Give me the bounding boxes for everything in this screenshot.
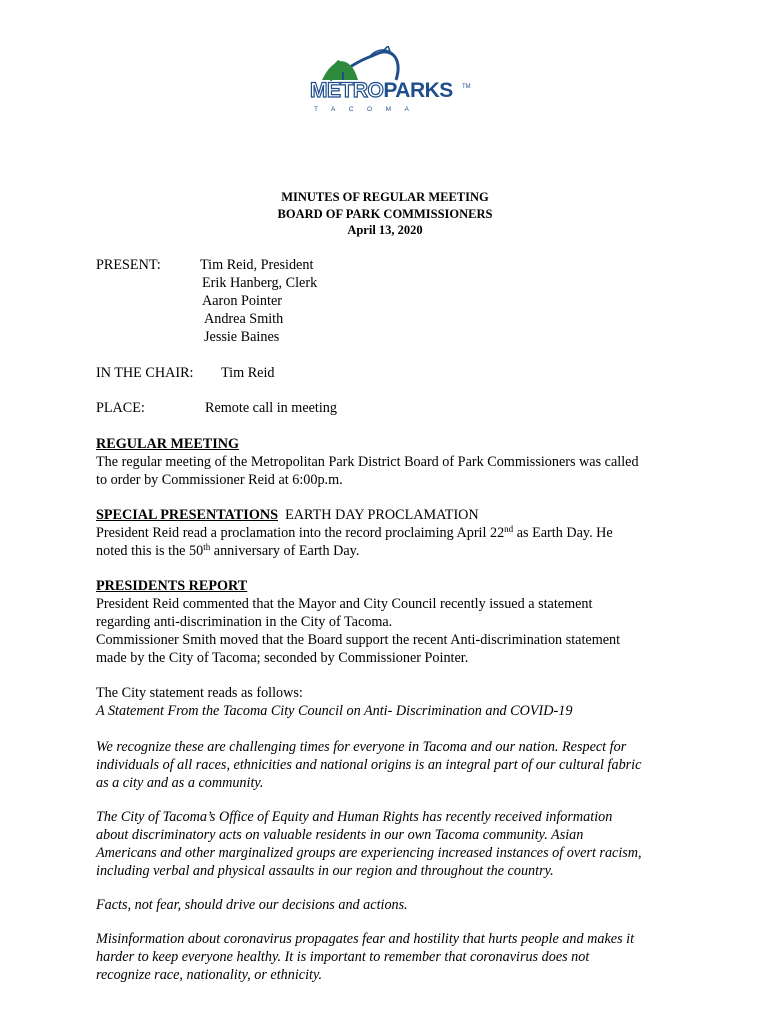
- statement-text: Facts, not fear, should drive our decisions and actions.: [96, 897, 408, 913]
- text-span: President Reid read a proclamation into the record proclaiming April 22: [96, 525, 505, 541]
- document-title-line1: MINUTES OF REGULAR MEETING: [281, 190, 489, 204]
- body-text: Commissioner Smith moved that the Board support the recent Anti-discrimination statement: [96, 632, 621, 648]
- logo-wordmark: METROPARKS: [310, 79, 453, 102]
- statement-title: A Statement From the Tacoma City Council on Anti- Discrimination and COVID-19: [96, 703, 573, 719]
- superscript: th: [203, 542, 211, 552]
- superscript: nd: [504, 524, 514, 534]
- place-label: PLACE:: [96, 400, 145, 416]
- section-heading-presidents-report: PRESIDENTS REPORT: [96, 578, 248, 594]
- trademark-mark: TM: [462, 84, 471, 90]
- section-heading-regular-meeting: REGULAR MEETING: [96, 436, 240, 452]
- metro-parks-logo: [300, 46, 480, 122]
- logo-subtitle: TACOMA: [314, 106, 423, 113]
- present-member: Andrea Smith: [204, 311, 284, 327]
- statement-text: The City of Tacoma’s Office of Equity and Human Rights has recently received information: [96, 809, 613, 825]
- body-text: regarding anti-discrimination in the City of Tacoma.: [96, 614, 393, 630]
- chair-name: Tim Reid: [221, 365, 275, 381]
- body-text: [96, 524, 613, 542]
- body-text: made by the City of Tacoma; seconded by Commissioner Pointer.: [96, 650, 469, 666]
- document-title-line2: BOARD OF PARK COMMISSIONERS: [277, 207, 493, 221]
- statement-text: including verbal and physical assaults in our region and throughout the country.: [96, 863, 554, 879]
- present-member: Jessie Baines: [204, 329, 280, 345]
- text-span: anniversary of Earth Day.: [210, 543, 360, 559]
- statement-text: We recognize these are challenging times for everyone in Tacoma and our nation. Respect for: [96, 739, 627, 755]
- statement-text: individuals of all races, ethnicities and national origins is an integral part of our cultural fabric: [96, 757, 642, 773]
- statement-text: recognize race, nationality, or ethnicity.: [96, 967, 323, 983]
- subheading-earth-day: EARTH DAY PROCLAMATION: [285, 507, 479, 523]
- statement-text: about discriminatory acts on valuable residents in our own Tacoma community. Asian: [96, 827, 584, 843]
- body-text: The City statement reads as follows:: [96, 685, 303, 701]
- special-presentations-heading-line: [96, 506, 479, 524]
- statement-text: Misinformation about coronavirus propagates fear and hostility that hurts people and makes it: [96, 931, 635, 947]
- present-member: Aaron Pointer: [202, 293, 282, 309]
- text-span: noted this is the 50: [96, 543, 204, 559]
- meeting-date: April 13, 2020: [347, 223, 423, 237]
- section-heading-special-presentations: SPECIAL PRESENTATIONS: [96, 507, 278, 523]
- body-text: [96, 542, 359, 560]
- body-text: to order by Commissioner Reid at 6:00p.m.: [96, 472, 343, 488]
- place-value: Remote call in meeting: [205, 400, 337, 416]
- text-span: as Earth Day. He: [513, 525, 613, 541]
- body-text: President Reid commented that the Mayor and City Council recently issued a statement: [96, 596, 593, 612]
- present-member: Tim Reid, President: [200, 257, 314, 273]
- statement-text: as a city and as a community.: [96, 775, 264, 791]
- present-label: PRESENT:: [96, 257, 161, 273]
- body-text: The regular meeting of the Metropolitan Park District Board of Park Commissioners was called: [96, 454, 639, 470]
- present-member: Erik Hanberg, Clerk: [202, 275, 318, 291]
- statement-text: Americans and other marginalized groups are experiencing increased instances of overt racism,: [96, 845, 642, 861]
- chair-label: IN THE CHAIR:: [96, 365, 194, 381]
- statement-text: harder to keep everyone healthy. It is important to remember that coronavirus does not: [96, 949, 590, 965]
